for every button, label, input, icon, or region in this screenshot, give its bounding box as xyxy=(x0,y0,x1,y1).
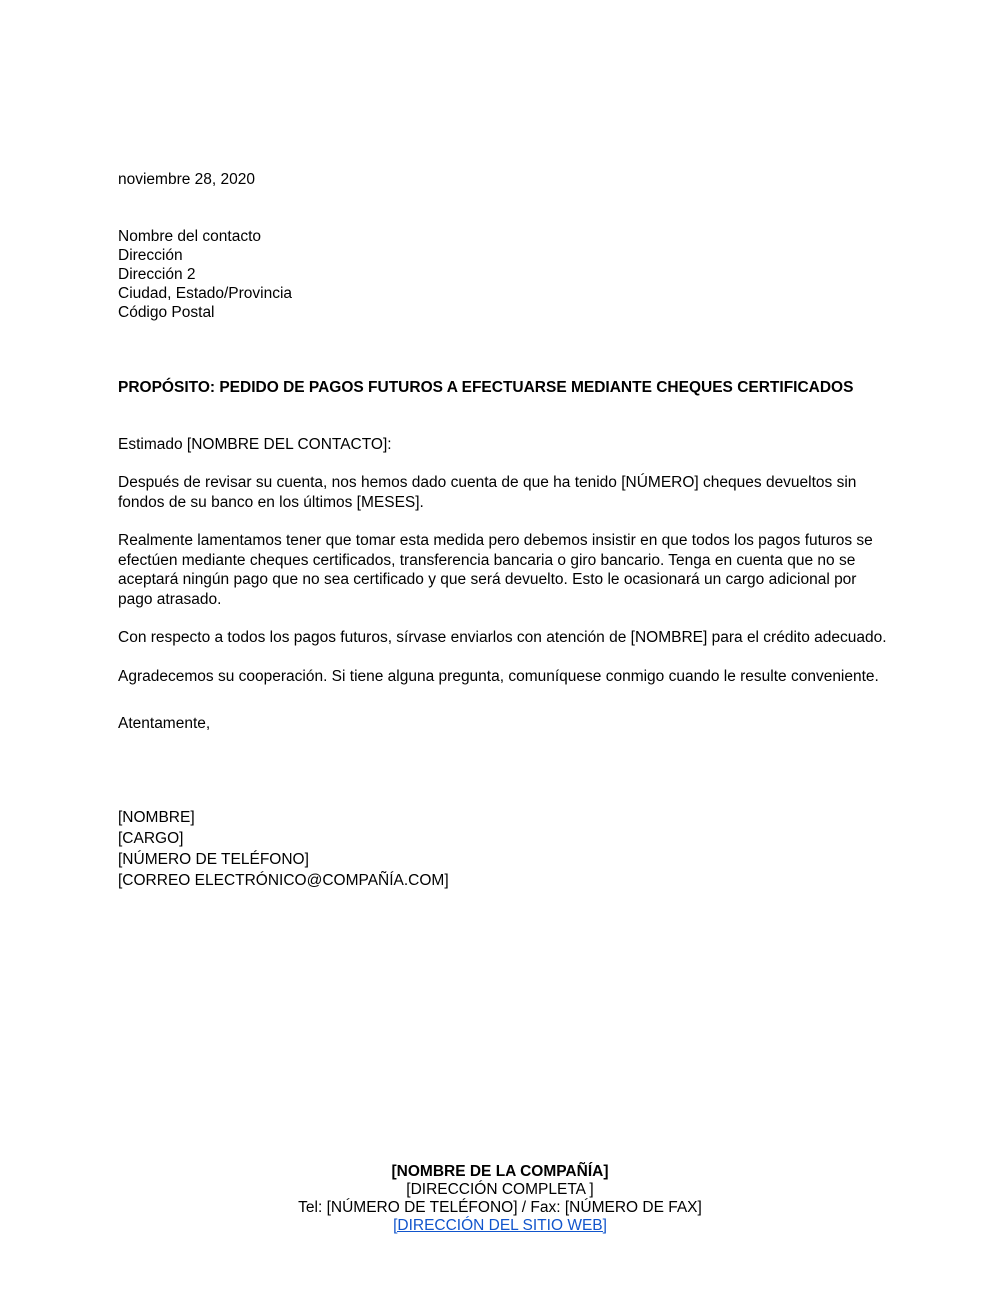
body-paragraph-1: Después de revisar su cuenta, nos hemos dado cuenta de que ha tenido [NÚMERO] cheques devueltos sin fondos de su banco en los últimos [MESES]. xyxy=(118,474,857,511)
body-paragraph-2: Realmente lamentamos tener que tomar esta medida pero debemos insistir en que todos los pagos futuros se efectúen mediante cheques certificados, transferencia bancaria o giro bancario. Tenga en cuenta que no se aceptará ningún pago que no sea certificado y que será devuelto. Esto le ocasionará un cargo adicional por pago atrasado. xyxy=(118,532,873,608)
signature-title: [CARGO] xyxy=(118,829,184,847)
company-tel-fax: Tel: [NÚMERO DE TELÉFONO] / Fax: [NÚMERO DE FAX] xyxy=(298,1199,702,1216)
company-footer xyxy=(0,1163,1000,1235)
salutation: Estimado [NOMBRE DEL CONTACTO]: xyxy=(118,435,392,453)
website-link[interactable]: [DIRECCIÓN DEL SITIO WEB] xyxy=(393,1217,607,1234)
signature-name: [NOMBRE] xyxy=(118,808,195,826)
closing: Atentamente, xyxy=(118,715,211,733)
recipient-city-state: Ciudad, Estado/Provincia xyxy=(118,285,293,303)
letter-date: noviembre 28, 2020 xyxy=(118,171,256,188)
company-address: [DIRECCIÓN COMPLETA ] xyxy=(406,1181,594,1198)
body-paragraph-4: Agradecemos su cooperación. Si tiene alguna pregunta, comuníquese conmigo cuando le resulte conveniente. xyxy=(118,667,879,685)
recipient-address-2: Dirección 2 xyxy=(118,265,196,283)
subject-line: PROPÓSITO: PEDIDO DE PAGOS FUTUROS A EFECTUARSE MEDIANTE CHEQUES CERTIFICADOS xyxy=(118,378,854,396)
signature-block xyxy=(118,807,888,891)
recipient-name: Nombre del contacto xyxy=(118,227,262,245)
signature-email: [CORREO ELECTRÓNICO@COMPAÑÍA.COM] xyxy=(118,871,449,889)
recipient-postal-code: Código Postal xyxy=(118,304,215,322)
signature-phone: [NÚMERO DE TELÉFONO] xyxy=(118,850,309,868)
company-name: [NOMBRE DE LA COMPAÑÍA] xyxy=(391,1163,609,1180)
recipient-address-1: Dirección xyxy=(118,246,183,264)
recipient-block xyxy=(118,227,888,323)
body-paragraph-3: Con respecto a todos los pagos futuros, sírvase enviarlos con atención de [NOMBRE] para el crédito adecuado. xyxy=(118,629,887,647)
website-row xyxy=(0,1217,1000,1234)
